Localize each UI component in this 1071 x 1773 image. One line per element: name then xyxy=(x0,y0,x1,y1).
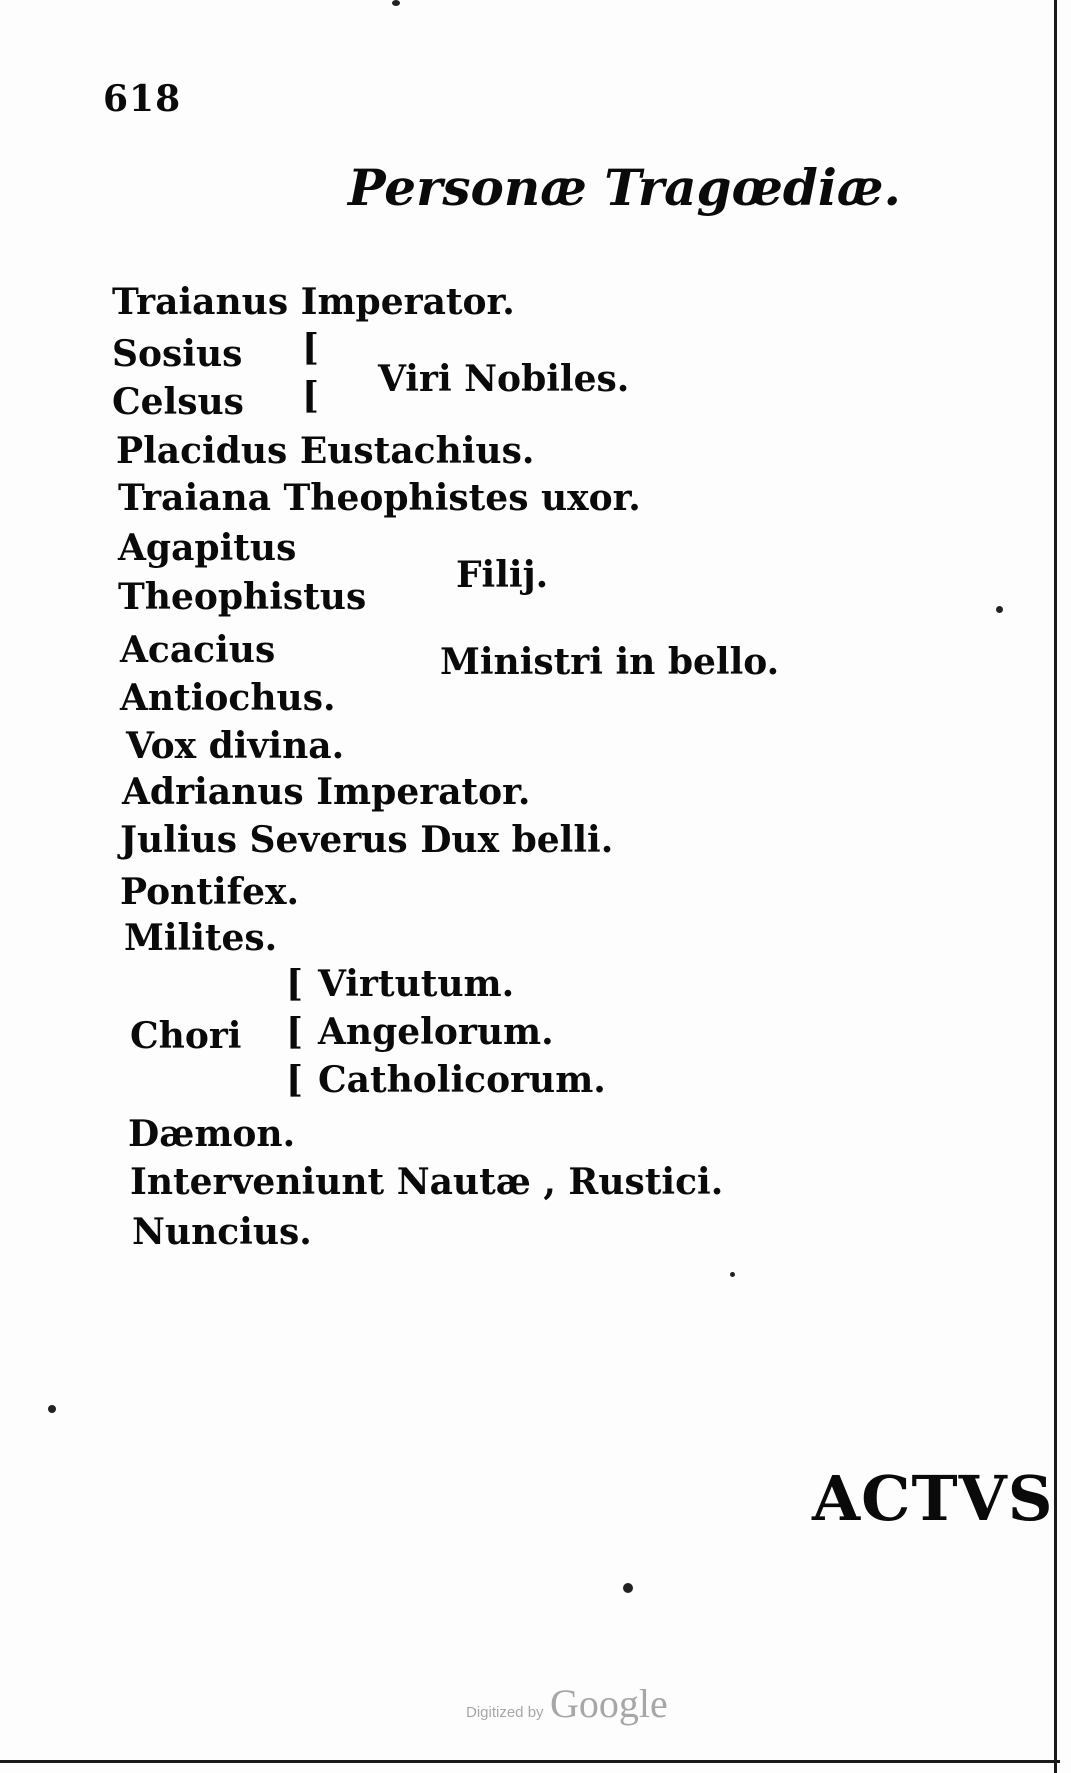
cast-placidus: Placidus Eustachius. xyxy=(116,430,535,472)
page-number: 618 xyxy=(103,78,182,120)
cast-antiochus: Antiochus. xyxy=(120,677,336,719)
chori-catholicorum: Catholicorum. xyxy=(318,1059,606,1101)
brace-chori-3: [ xyxy=(286,1059,304,1101)
scan-speck xyxy=(392,0,400,6)
brace-nobiles-bottom: [ xyxy=(302,375,320,417)
page-edge-right xyxy=(1054,0,1057,1773)
group-viri-nobiles: Viri Nobiles. xyxy=(378,358,630,400)
cast-julius: Julius Severus Dux belli. xyxy=(120,819,614,861)
cast-traiana: Traiana Theophistes uxor. xyxy=(118,477,641,519)
chori-virtutum: Virtutum. xyxy=(318,963,515,1005)
cast-nuncius: Nuncius. xyxy=(132,1211,312,1253)
cast-milites: Milites. xyxy=(124,917,278,959)
page-title: Personæ Tragœdiæ. xyxy=(348,158,901,217)
group-chori: Chori xyxy=(130,1015,242,1057)
scan-speck xyxy=(996,606,1003,613)
group-ministri: Ministri in bello. xyxy=(440,641,780,683)
scan-speck xyxy=(623,1583,633,1593)
cast-adrianus: Adrianus Imperator. xyxy=(122,771,531,813)
cast-daemon: Dæmon. xyxy=(128,1113,296,1155)
scan-speck xyxy=(48,1405,56,1413)
cast-sosius: Sosius xyxy=(112,333,243,375)
page-edge-bottom xyxy=(0,1760,1060,1763)
brace-chori-1: [ xyxy=(286,963,304,1005)
watermark-brand: Google xyxy=(550,1681,668,1726)
cast-vox-divina: Vox divina. xyxy=(126,725,345,767)
cast-acacius: Acacius xyxy=(120,629,276,671)
watermark-prefix: Digitized by xyxy=(466,1704,544,1721)
cast-traianus: Traianus Imperator. xyxy=(112,281,515,323)
cast-agapitus: Agapitus xyxy=(118,527,297,569)
scan-speck xyxy=(730,1272,735,1277)
group-filij: Filij. xyxy=(456,554,549,596)
brace-nobiles-top: [ xyxy=(302,327,320,369)
chori-angelorum: Angelorum. xyxy=(318,1011,554,1053)
cast-pontifex: Pontifex. xyxy=(120,871,299,913)
cast-theophistus: Theophistus xyxy=(118,576,367,618)
cast-celsus: Celsus xyxy=(112,381,244,423)
cast-interveniunt: Interveniunt Nautæ , Rustici. xyxy=(130,1161,724,1203)
brace-chori-2: [ xyxy=(286,1011,304,1053)
catchword: ACTVS xyxy=(812,1462,1054,1535)
digitized-watermark xyxy=(466,1680,668,1727)
